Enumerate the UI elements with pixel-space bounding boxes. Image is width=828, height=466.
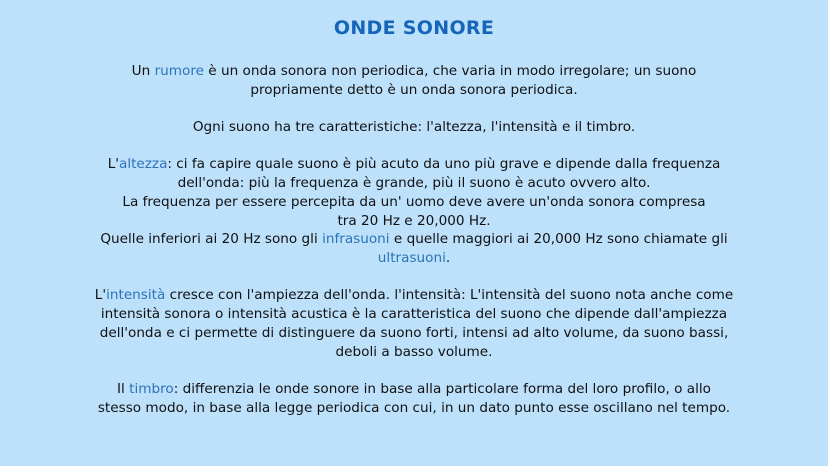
keyword-intensita: intensità [106,287,166,304]
slide-content [60,62,768,436]
paragraph-caratteristiche [60,118,768,137]
text-span: Un [131,63,155,79]
text-span: e quelle maggiori ai 20,000 Hz sono chiamate gli [389,231,728,248]
text-span: deboli a basso volume. [335,343,493,360]
paragraph-timbro [60,380,768,417]
text-span: cresce con l'ampiezza dell'onda. l'intensità: L'intensità del suono nota anche come [165,287,734,304]
keyword-altezza: altezza [119,156,168,173]
keyword-infrasuoni: infrasuoni [322,231,390,248]
text-span: dell'onda e ci permette di distinguere da suono forti, intensi ad alto volume, da suono bassi, [99,324,729,341]
text-span: L' [107,156,119,173]
keyword-ultrasuoni: ultrasuoni [377,250,446,266]
text-span: Ogni suono ha tre caratteristiche: l'altezza, l'intensità e il timbro. [192,119,636,136]
paragraph-intensita [60,286,768,361]
text-span: Quelle inferiori ai 20 Hz sono gli [100,231,323,248]
text-span: stesso modo, in base alla legge periodica con cui, in un dato punto esse oscillano nel tempo. [97,399,731,416]
text-span: Il [117,380,130,397]
paragraph-rumore [60,62,768,99]
text-span: intensità sonora o intensità acustica è la caratteristica del suono che dipende dall'ampiezza [100,306,728,323]
text-span: : ci fa capire quale suono è più acuto da uno più grave e dipende dalla frequenza [167,156,721,173]
text-span: La frequenza per essere percepita da un' uomo deve avere un'onda sonora compresa [122,193,706,210]
keyword-rumore: rumore [154,63,204,79]
text-span: propriamente detto è un onda sonora periodica. [250,81,578,98]
paragraph-altezza [60,155,768,267]
text-span: dell'onda: più la frequenza è grande, più il suono è acuto ovvero alto. [177,175,651,192]
text-span: . [445,250,451,266]
keyword-timbro: timbro [129,380,174,397]
text-span: L' [94,287,107,304]
text-span: tra 20 Hz e 20,000 Hz. [337,212,491,229]
page-title: ONDE SONORE [333,17,495,39]
text-span: : differenzia le onde sonore in base alla particolare forma del loro profilo, o allo [173,380,711,397]
text-span: è un onda sonora non periodica, che varia in modo irregolare; un suono [203,63,697,79]
